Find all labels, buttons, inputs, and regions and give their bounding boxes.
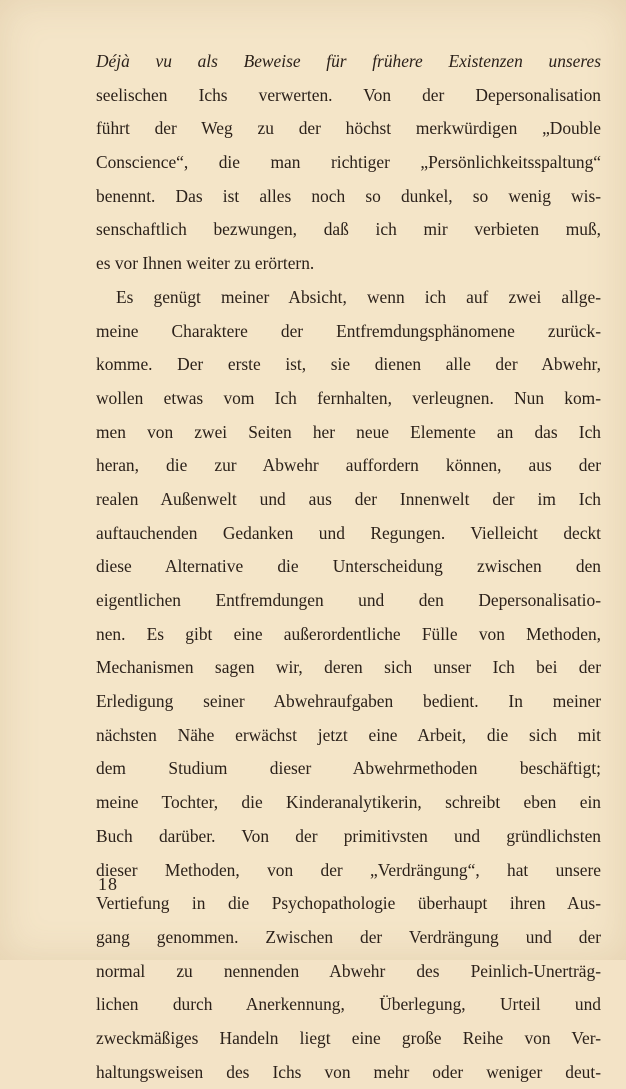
paragraph-1 — [96, 45, 601, 281]
text-line: dieser Methoden, von der „Verdrängung“, hat unsere — [96, 859, 601, 880]
text-line: realen Außenwelt und aus der Innenwelt der im Ich — [96, 488, 601, 509]
text-line: normal zu nennenden Abwehr des Peinlich-Unerträg- — [96, 960, 601, 981]
text-line: meine Tochter, die Kinderanalytikerin, schreibt eben ein — [96, 792, 601, 813]
text-line: eigentlichen Entfremdungen und den Depersonalisatio- — [96, 590, 601, 610]
text-line: seelischen Ichs verwerten. Von der Depersonalisation — [96, 84, 601, 105]
text-line: heran, die zur Abwehr auffordern können, aus der — [96, 455, 601, 476]
text-line: meine Charaktere der Entfremdungsphänomene zurück- — [96, 320, 601, 341]
text-line: dem Studium dieser Abwehrmethoden beschäftigt; — [96, 758, 601, 779]
body-text — [96, 45, 601, 1089]
text-line: Buch darüber. Von der primitivsten und gründlichsten — [96, 825, 601, 846]
text-line: lichen durch Anerkennung, Überlegung, Urteil und — [96, 994, 601, 1015]
text-line: zweckmäßiges Handeln liegt eine große Reihe von Ver- — [96, 1027, 601, 1048]
text-line: Déjà vu als Beweise für frühere Existenzen unseres — [96, 51, 601, 71]
text-line: haltungsweisen des Ichs von mehr oder weniger deut- — [96, 1061, 601, 1082]
text-line: senschaftlich bezwungen, daß ich mir verbieten muß, — [96, 219, 601, 240]
text-line: Conscience“, die man richtiger „Persönlichkeitsspaltung“ — [96, 152, 601, 173]
text-line: wollen etwas vom Ich fernhalten, verleugnen. Nun kom- — [96, 387, 601, 408]
text-line: Erledigung seiner Abwehraufgaben bedient. In meiner — [96, 691, 601, 712]
text-line: Es genügt meiner Absicht, wenn ich auf zwei allge- — [116, 286, 601, 307]
text-line: auftauchenden Gedanken und Regungen. Vielleicht deckt — [96, 522, 601, 543]
text-line: gang genommen. Zwischen der Verdrängung und der — [96, 926, 601, 947]
text-line: nächsten Nähe erwächst jetzt eine Arbeit, die sich mit — [96, 724, 601, 745]
text-line: komme. Der erste ist, sie dienen alle der Abwehr, — [96, 354, 601, 375]
text-line: nen. Es gibt eine außerordentliche Fülle von Methoden, — [96, 623, 601, 644]
page-number: 18 — [98, 874, 118, 894]
text-line: diese Alternative die Unterscheidung zwischen den — [96, 556, 601, 577]
text-line: Mechanismen sagen wir, deren sich unser Ich bei der — [96, 657, 601, 678]
paragraph-2 — [96, 281, 601, 1089]
text-line: men von zwei Seiten her neue Elemente an das Ich — [96, 421, 601, 442]
text-line: führt der Weg zu der höchst merkwürdigen „Double — [96, 118, 601, 139]
text-line: benennt. Das ist alles noch so dunkel, so wenig wis- — [96, 185, 601, 206]
text-line: Vertiefung in die Psychopathologie überhaupt ihren Aus- — [96, 893, 601, 914]
text-line: es vor Ihnen weiter zu erörtern. — [96, 253, 315, 274]
